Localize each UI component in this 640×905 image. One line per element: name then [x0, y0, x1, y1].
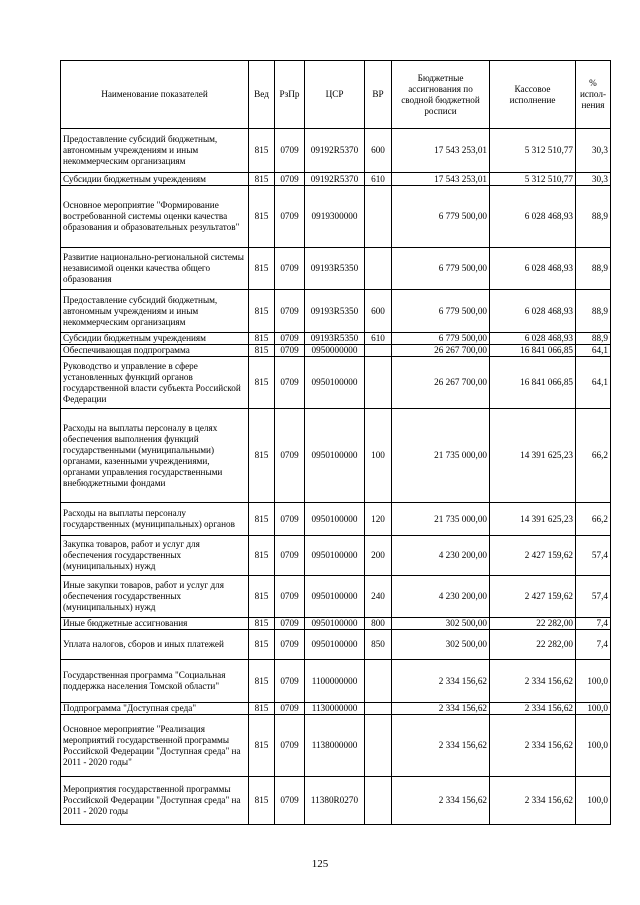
cell-rzpr: 0709	[275, 333, 305, 345]
table-header-row	[61, 61, 611, 129]
table-row	[61, 777, 611, 825]
cell-name: Предоставление субсидий бюджетным, автономным учреждениям и иным некоммерческим организациям	[61, 129, 249, 173]
cell-cash: 2 334 156,62	[490, 715, 576, 777]
cell-csr: 0950100000	[305, 503, 365, 536]
cell-rzpr: 0709	[275, 536, 305, 576]
cell-ved: 815	[249, 345, 275, 357]
cell-rzpr: 0709	[275, 357, 305, 409]
table-row	[61, 618, 611, 630]
cell-name: Основное мероприятие "Формирование востребованной системы оценки качества образования и образовательных результатов"	[61, 186, 249, 248]
cell-cash: 6 028 468,93	[490, 333, 576, 345]
cell-csr: 0950100000	[305, 618, 365, 630]
cell-csr: 09193R5350	[305, 333, 365, 345]
cell-csr: 0950100000	[305, 630, 365, 660]
cell-rzpr: 0709	[275, 576, 305, 618]
cell-csr: 11380R0270	[305, 777, 365, 825]
cell-vr	[365, 357, 392, 409]
cell-name: Мероприятия государственной программы Российской Федерации "Доступная среда" на 2011 - 2020 годы	[61, 777, 249, 825]
cell-cash: 6 028 468,93	[490, 248, 576, 290]
cell-csr: 0950100000	[305, 409, 365, 503]
cell-name: Уплата налогов, сборов и иных платежей	[61, 630, 249, 660]
table-row	[61, 345, 611, 357]
cell-name: Иные бюджетные ассигнования	[61, 618, 249, 630]
header-pct: % испол-нения	[576, 61, 611, 129]
cell-cash: 2 334 156,62	[490, 703, 576, 715]
cell-budget: 21 735 000,00	[392, 409, 490, 503]
cell-budget: 6 779 500,00	[392, 333, 490, 345]
cell-vr: 200	[365, 536, 392, 576]
cell-pct: 66,2	[576, 503, 611, 536]
cell-vr	[365, 345, 392, 357]
header-ved: Вед	[249, 61, 275, 129]
cell-pct: 64,1	[576, 345, 611, 357]
cell-rzpr: 0709	[275, 503, 305, 536]
table-row	[61, 129, 611, 173]
cell-name: Обеспечивающая подпрограмма	[61, 345, 249, 357]
cell-budget: 2 334 156,62	[392, 703, 490, 715]
cell-csr: 09192R5370	[305, 173, 365, 186]
cell-vr: 800	[365, 618, 392, 630]
cell-pct: 57,4	[576, 536, 611, 576]
cell-ved: 815	[249, 333, 275, 345]
cell-budget: 302 500,00	[392, 618, 490, 630]
cell-budget: 6 779 500,00	[392, 248, 490, 290]
cell-cash: 16 841 066,85	[490, 357, 576, 409]
budget-execution-table	[60, 60, 611, 825]
cell-rzpr: 0709	[275, 703, 305, 715]
cell-ved: 815	[249, 703, 275, 715]
cell-rzpr: 0709	[275, 630, 305, 660]
cell-budget: 4 230 200,00	[392, 576, 490, 618]
cell-vr: 610	[365, 333, 392, 345]
cell-pct: 88,9	[576, 186, 611, 248]
cell-vr: 600	[365, 129, 392, 173]
header-vr: ВР	[365, 61, 392, 129]
cell-rzpr: 0709	[275, 715, 305, 777]
cell-name: Развитие национально-региональной системы независимой оценки качества общего образования	[61, 248, 249, 290]
cell-ved: 815	[249, 777, 275, 825]
table-body	[61, 129, 611, 825]
cell-budget: 21 735 000,00	[392, 503, 490, 536]
cell-pct: 88,9	[576, 248, 611, 290]
cell-csr: 1130000000	[305, 703, 365, 715]
cell-ved: 815	[249, 660, 275, 703]
cell-name: Государственная программа "Социальная поддержка населения Томской области"	[61, 660, 249, 703]
cell-budget: 26 267 700,00	[392, 345, 490, 357]
cell-ved: 815	[249, 536, 275, 576]
cell-csr: 09193R5350	[305, 248, 365, 290]
cell-vr: 100	[365, 409, 392, 503]
header-rzpr: РзПр	[275, 61, 305, 129]
cell-budget: 302 500,00	[392, 630, 490, 660]
table-row	[61, 703, 611, 715]
cell-ved: 815	[249, 630, 275, 660]
cell-cash: 6 028 468,93	[490, 290, 576, 333]
cell-name: Закупка товаров, работ и услуг для обеспечения государственных (муниципальных) нужд	[61, 536, 249, 576]
cell-csr: 09193R5350	[305, 290, 365, 333]
budget-table-container	[60, 60, 610, 825]
cell-cash: 5 312 510,77	[490, 173, 576, 186]
cell-name: Основное мероприятие "Реализация мероприятий государственной программы Российской Федерации "Доступная среда" на 2011 - 2020 годы"	[61, 715, 249, 777]
cell-name: Субсидии бюджетным учреждениям	[61, 173, 249, 186]
cell-vr: 240	[365, 576, 392, 618]
cell-budget: 6 779 500,00	[392, 186, 490, 248]
cell-name: Субсидии бюджетным учреждениям	[61, 333, 249, 345]
cell-pct: 7,4	[576, 618, 611, 630]
cell-budget: 2 334 156,62	[392, 777, 490, 825]
cell-csr: 0950100000	[305, 536, 365, 576]
cell-cash: 5 312 510,77	[490, 129, 576, 173]
cell-cash: 16 841 066,85	[490, 345, 576, 357]
cell-pct: 88,9	[576, 290, 611, 333]
cell-rzpr: 0709	[275, 248, 305, 290]
cell-vr: 120	[365, 503, 392, 536]
cell-pct: 100,0	[576, 777, 611, 825]
table-row	[61, 503, 611, 536]
cell-csr: 0950100000	[305, 576, 365, 618]
cell-vr: 600	[365, 290, 392, 333]
cell-cash: 2 427 159,62	[490, 536, 576, 576]
cell-budget: 26 267 700,00	[392, 357, 490, 409]
cell-pct: 66,2	[576, 409, 611, 503]
table-row	[61, 576, 611, 618]
cell-vr	[365, 186, 392, 248]
table-row	[61, 173, 611, 186]
cell-ved: 815	[249, 248, 275, 290]
cell-rzpr: 0709	[275, 777, 305, 825]
cell-pct: 100,0	[576, 703, 611, 715]
cell-name: Подпрограмма "Доступная среда"	[61, 703, 249, 715]
cell-vr	[365, 703, 392, 715]
header-name: Наименование показателей	[61, 61, 249, 129]
cell-pct: 7,4	[576, 630, 611, 660]
cell-rzpr: 0709	[275, 618, 305, 630]
cell-vr: 610	[365, 173, 392, 186]
cell-csr: 1138000000	[305, 715, 365, 777]
cell-csr: 0950000000	[305, 345, 365, 357]
cell-cash: 22 282,00	[490, 630, 576, 660]
cell-rzpr: 0709	[275, 290, 305, 333]
cell-pct: 57,4	[576, 576, 611, 618]
cell-cash: 14 391 625,23	[490, 503, 576, 536]
cell-budget: 17 543 253,01	[392, 129, 490, 173]
table-row	[61, 290, 611, 333]
cell-ved: 815	[249, 290, 275, 333]
cell-ved: 815	[249, 618, 275, 630]
cell-vr	[365, 777, 392, 825]
cell-pct: 30,3	[576, 173, 611, 186]
cell-pct: 100,0	[576, 715, 611, 777]
table-row	[61, 357, 611, 409]
cell-csr: 0950100000	[305, 357, 365, 409]
cell-ved: 815	[249, 186, 275, 248]
table-row	[61, 409, 611, 503]
cell-name: Расходы на выплаты персоналу государственных (муниципальных) органов	[61, 503, 249, 536]
cell-name: Расходы на выплаты персоналу в целях обеспечения выполнения функций государственными (муниципальными) органами, казенными учреждениями, органами управления государственными внебюджетными фондами	[61, 409, 249, 503]
cell-budget: 4 230 200,00	[392, 536, 490, 576]
cell-rzpr: 0709	[275, 660, 305, 703]
cell-name: Иные закупки товаров, работ и услуг для обеспечения государственных (муниципальных) нужд	[61, 576, 249, 618]
header-budget: Бюджетные ассигнования по сводной бюджетной росписи	[392, 61, 490, 129]
cell-csr: 1100000000	[305, 660, 365, 703]
cell-pct: 64,1	[576, 357, 611, 409]
cell-rzpr: 0709	[275, 345, 305, 357]
header-cash: Кассовое исполнение	[490, 61, 576, 129]
cell-rzpr: 0709	[275, 409, 305, 503]
cell-csr: 09192R5370	[305, 129, 365, 173]
cell-cash: 6 028 468,93	[490, 186, 576, 248]
cell-ved: 815	[249, 357, 275, 409]
cell-budget: 2 334 156,62	[392, 715, 490, 777]
cell-budget: 17 543 253,01	[392, 173, 490, 186]
header-csr: ЦСР	[305, 61, 365, 129]
cell-ved: 815	[249, 715, 275, 777]
cell-vr	[365, 715, 392, 777]
page-number: 125	[311, 858, 329, 870]
table-row	[61, 660, 611, 703]
cell-ved: 815	[249, 173, 275, 186]
cell-vr	[365, 660, 392, 703]
cell-rzpr: 0709	[275, 129, 305, 173]
cell-cash: 2 334 156,62	[490, 777, 576, 825]
cell-ved: 815	[249, 129, 275, 173]
cell-pct: 88,9	[576, 333, 611, 345]
cell-csr: 0919300000	[305, 186, 365, 248]
table-row	[61, 536, 611, 576]
table-row	[61, 715, 611, 777]
cell-cash: 2 427 159,62	[490, 576, 576, 618]
cell-ved: 815	[249, 409, 275, 503]
cell-rzpr: 0709	[275, 186, 305, 248]
table-row	[61, 333, 611, 345]
cell-name: Руководство и управление в сфере установленных функций органов государственной власти субъекта Российской Федерации	[61, 357, 249, 409]
cell-budget: 2 334 156,62	[392, 660, 490, 703]
cell-vr	[365, 248, 392, 290]
cell-ved: 815	[249, 576, 275, 618]
cell-ved: 815	[249, 503, 275, 536]
table-row	[61, 248, 611, 290]
table-row	[61, 186, 611, 248]
cell-vr: 850	[365, 630, 392, 660]
cell-cash: 2 334 156,62	[490, 660, 576, 703]
cell-budget: 6 779 500,00	[392, 290, 490, 333]
cell-cash: 14 391 625,23	[490, 409, 576, 503]
cell-name: Предоставление субсидий бюджетным, автономным учреждениям и иным некоммерческим организациям	[61, 290, 249, 333]
table-row	[61, 630, 611, 660]
cell-cash: 22 282,00	[490, 618, 576, 630]
cell-pct: 100,0	[576, 660, 611, 703]
cell-rzpr: 0709	[275, 173, 305, 186]
cell-pct: 30,3	[576, 129, 611, 173]
